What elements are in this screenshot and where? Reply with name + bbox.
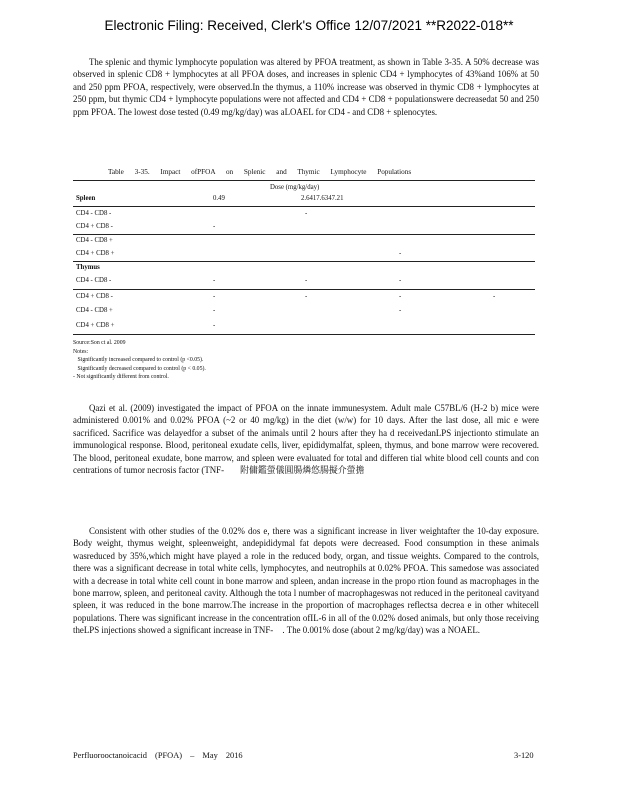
cell-value: ￿ (493, 322, 500, 331)
row-label: CD4 - CD8 - (76, 277, 112, 284)
thymus-section-row (73, 264, 535, 277)
note-not-significant: - Not significantly different from control. (73, 374, 169, 381)
cell-value: - (305, 293, 308, 300)
footer-document-title: Perfluorooctanoicacid (PFOA) – May 2016 (73, 751, 243, 760)
paragraph-text: The splenic and thymic lymphocyte population was altered by PFOA treatment, as shown in Table 3-35. A 50% decrease was observed in splenic CD8 + lymphocytes at all PFOA doses, and increases in splenic CD4 + lymphocytes of 43%and 106% at 50 and 250 ppm PFOA, respectively, were observed.In the thymus, a 110% increase was observed in thymic CD8 + lymphocytes at 250 ppm, but thymic CD4 + lymphocyte populations were not affected and CD4 + CD8 + populationswere decreasedat 50 and 250 ppm PFOA. The lowest dose tested (0.49 mg/kg/day) was aLOAEL for CD4 - and CD8 + splenocytes. (73, 57, 539, 117)
section-rule (73, 261, 535, 262)
cell-value: ￿ (493, 277, 500, 286)
cell-value: - (213, 322, 216, 329)
row-label: CD4 + CD8 - (76, 223, 113, 230)
filing-header: Electronic Filing: Received, Clerk's Office 12/07/2021 **R2022-018** (104, 18, 514, 33)
table-bottom-rule (73, 334, 535, 335)
cell-value: - (213, 223, 216, 230)
cell-value: - (213, 277, 216, 284)
thymus-label: Thymus (76, 264, 100, 271)
cell-value: ￿ (493, 307, 500, 316)
row-label: CD4 - CD8 - (76, 210, 112, 217)
cell-value: - (399, 307, 402, 314)
cell-value: ￿ (213, 210, 220, 219)
paragraph-qazi-study (73, 402, 539, 476)
table-row (73, 237, 535, 250)
cell-value: ￿ (493, 210, 500, 219)
table-row (73, 307, 535, 320)
cell-value: - (399, 250, 402, 257)
table-row (73, 210, 535, 223)
cell-value: ￿￿ (399, 223, 412, 232)
table-source: Source:Son ct al. 2009 (73, 340, 126, 346)
cell-value: - (399, 277, 402, 284)
cell-value: ￿￿ (213, 250, 226, 259)
spleen-label: Spleen (76, 195, 96, 202)
paragraph-consistent-findings (73, 525, 539, 637)
cell-value: - (399, 293, 402, 300)
cell-value: - (213, 293, 216, 300)
dose-value: 2.6417.6347.21 (301, 195, 344, 202)
cell-value: ￿ (399, 322, 406, 331)
row-rule (73, 234, 535, 235)
cell-value: ￿￿ (213, 237, 226, 246)
notes-heading: Notes: (73, 348, 89, 355)
row-label: CD4 + CD8 + (76, 250, 115, 257)
cell-value: - (305, 277, 308, 284)
cell-value: - (493, 293, 496, 300)
footer-page-number: 3-120 (514, 751, 534, 760)
cell-value: - (305, 210, 308, 217)
paragraph-lymphocyte-results (73, 56, 539, 118)
cell-value: - (213, 307, 216, 314)
table-header-rule (73, 206, 535, 207)
note-increased: ￿Significantly increased compared to control (p <0.05). (73, 357, 204, 364)
table-notes (73, 339, 353, 382)
table-title: Table 3-35. Impact ofPFOA on Splenic and Thymic Lymphocyte Populations (108, 168, 412, 176)
paragraph-text: Qazi et al. (2009) investigated the impact of PFOA on the innate immunesystem. Adult male C57BL/6 (H-2 b) mice were administered 0.001% and 0.02% PFOA (~2 or 40 mg/kg) in the diet (w/w) for 10 days. After the last dose, all mic e were sacrificed. Sacrifice was delayedfor a subset of the animals until 2 hours after they ha d receivedanLPS injectionto stimulate an immunological response. Blood, peritoneal exudate cells, liver, epididymalfat, spleen, thymus, and bone marrow were recovered. The blood, peritoneal exudate, bone marrow, and spleen were evaluated for total and differen tial white blood cell counts and con centrations of tumor necrosis factor (TNF- ￿￿附傭鑑螢儀圓腸燐悠腸擬介螢擔￿ (73, 403, 539, 476)
dose-value: 0.49 (213, 195, 225, 202)
note-decreased: ￿Significantly decreased compared to control (p < 0.05). (73, 365, 206, 372)
paragraph-text: Consistent with other studies of the 0.02% dos e, there was a significant increase in liver weightafter the 10-day exposure. Body weight, thymus weight, spleenweight, andepididymal fat depots were decreased. Food consumption in these animals wasreduced by 35%,which might have played a role in the reduced body, organ, and tissue weights. Compared to the controls, there was a significant decrease in total white cells, lymphocytes, and neutrophils at 0.02% PFOA. This samedose was associated with a decrease in total white cell count in bone marrow and spleen, andan increase in the propo rtion found as macrophages in the bone marrow, spleen, and peritoneal cavity. Although the tota l number of macrophageswas not reduced in the peritoneal cavityand spleen, it was reduced in the bone marrow.The increase in the proportion of macrophages reflectsa decrea e in other whitecell populations. There was significant increase in the concentration ofIL-6 in all of the 0.02% dosed animals, but only those receiving theLPS injections showed a significant increase in TNF- ￿. The 0.001% dose (about 2 mg/kg/day) was a NOAEL. (73, 526, 539, 636)
table-row (73, 293, 535, 306)
row-rule (73, 289, 535, 290)
row-label: CD4 - CD8 + (76, 307, 113, 314)
table-top-rule (73, 180, 535, 181)
row-label: CD4 + CD8 - (76, 293, 113, 300)
row-label: CD4 - CD8 + (76, 237, 113, 244)
row-label: CD4 + CD8 + (76, 322, 115, 329)
table-dose-label: Dose (mg/kg/day) (270, 184, 320, 191)
margin-mark: ￿ (607, 236, 614, 245)
